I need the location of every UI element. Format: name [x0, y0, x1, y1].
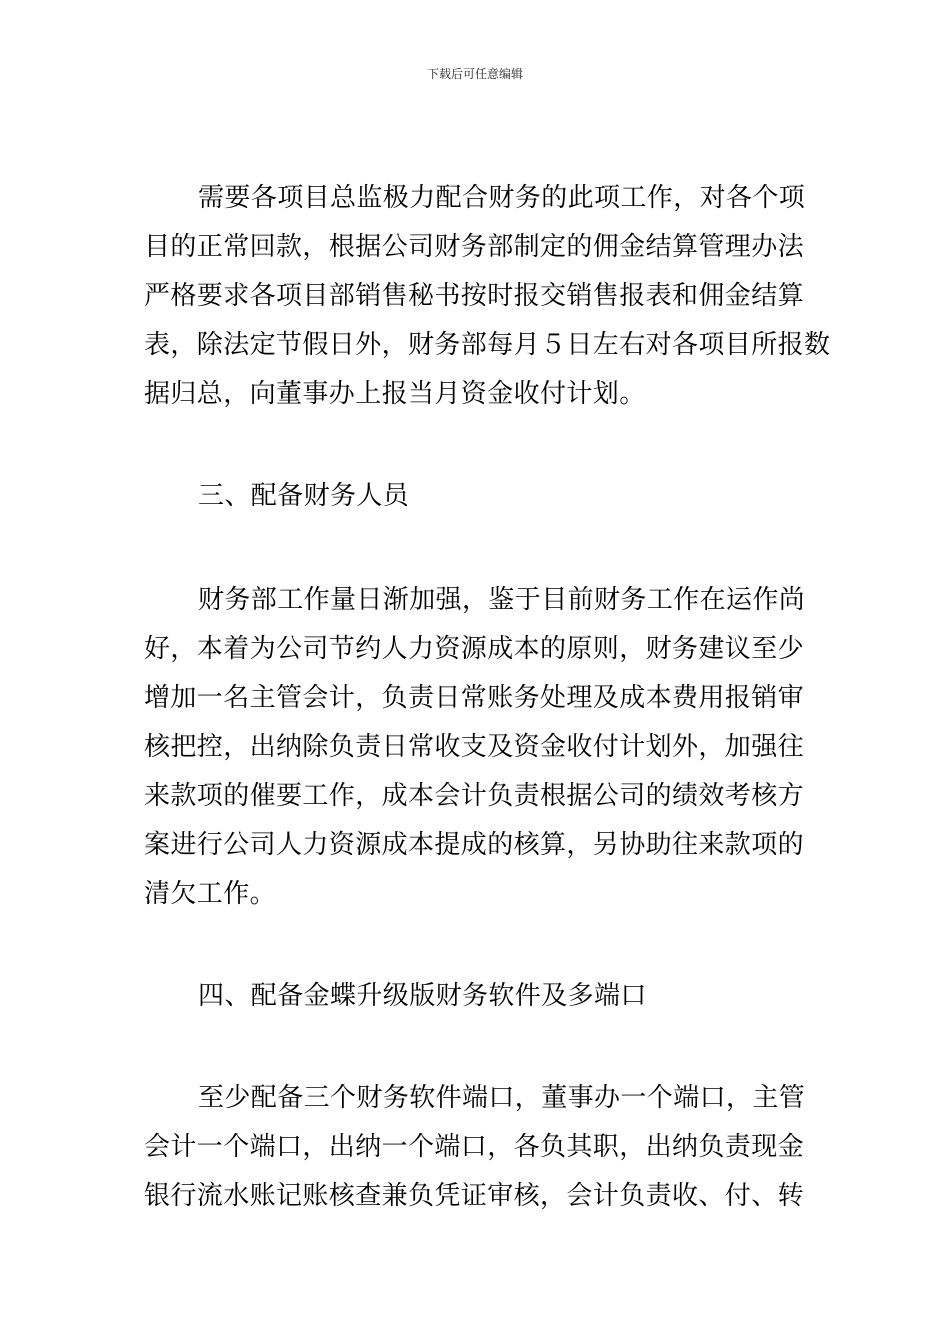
paragraph-line: 财务部工作量日渐加强，鉴于目前财务工作在运作尚 — [198, 585, 806, 615]
section-heading-software: 四、配备金蝶升级版财务软件及多端口 — [198, 981, 647, 1011]
section-heading-staffing: 三、配备财务人员 — [198, 481, 410, 511]
paragraph-line: 会计一个端口，出纳一个端口，各负其职，出纳负责现金 — [144, 1132, 805, 1162]
paragraph-line: 核把控，出纳除负责日常收支及资金收付计划外，加强往 — [144, 732, 805, 762]
paragraph-line: 严格要求各项目部销售秘书按时报交销售报表和佣金结算 — [144, 281, 805, 311]
paragraph-line: 银行流水账记账核查兼负凭证审核，会计负责收、付、转 — [144, 1181, 805, 1211]
header-note: 下载后可任意编辑 — [426, 67, 523, 81]
paragraph-line: 据归总，向董事办上报当月资金收付计划。 — [144, 379, 646, 409]
paragraph-line: 增加一名主管会计，负责日常账务处理及成本费用报销审 — [144, 683, 805, 713]
paragraph-line: 案进行公司人力资源成本提成的核算，另协助往来款项的 — [144, 830, 805, 860]
paragraph-line: 需要各项目总监极力配合财务的此项工作，对各个项 — [198, 183, 806, 213]
paragraph-line: 至少配备三个财务软件端口，董事办一个端口，主管 — [198, 1083, 806, 1113]
paragraph-line: 好，本着为公司节约人力资源成本的原则，财务建议至少 — [144, 634, 805, 664]
paragraph-staffing — [144, 576, 806, 919]
paragraph-line: 目的正常回款，根据公司财务部制定的佣金结算管理办法 — [144, 232, 805, 262]
paragraph-software — [144, 1074, 806, 1221]
paragraph-payment-collection — [144, 174, 831, 419]
paragraph-line: 来款项的催要工作，成本会计负责根据公司的绩效考核方 — [144, 781, 805, 811]
paragraph-line: 表，除法定节假日外，财务部每月５日左右对各项目所报数 — [144, 330, 831, 360]
paragraph-line: 清欠工作。 — [144, 879, 277, 909]
